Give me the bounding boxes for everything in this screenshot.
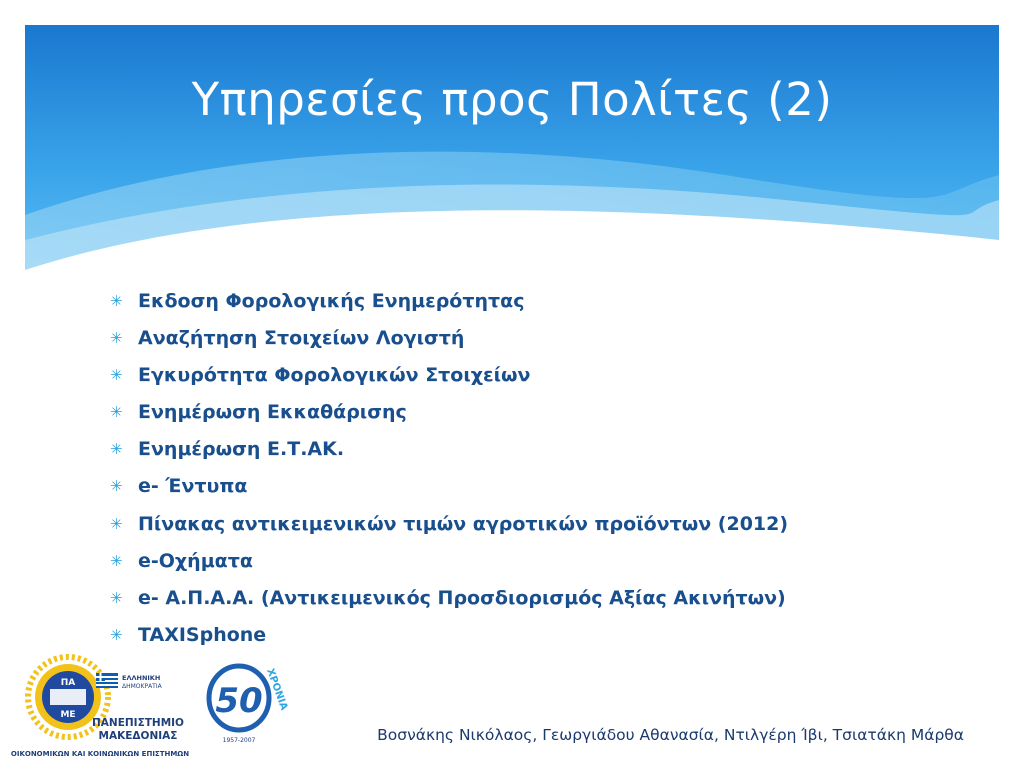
- emblem-letters-bottom: ΜΕ: [60, 710, 76, 720]
- list-item: [110, 283, 788, 320]
- list-item-label: Αναζήτηση Στοιχείων Λογιστή: [138, 327, 465, 350]
- logo-name1: ΠΑΝΕΠΙΣΤΗΜΙΟ: [92, 717, 184, 729]
- services-list: [110, 283, 788, 654]
- header-wave-background: [25, 25, 999, 270]
- logo-name2: ΜΑΚΕΔΟΝΙΑΣ: [98, 730, 178, 742]
- list-item-label: e- Έντυπα: [138, 475, 248, 498]
- list-item-label: Ενημέρωση Εκκαθάρισης: [138, 401, 407, 424]
- slide-header: [25, 25, 999, 270]
- asterisk-bullet-icon: ✳: [110, 514, 123, 533]
- asterisk-bullet-icon: ✳: [110, 366, 123, 385]
- anniversary-logo: [205, 658, 290, 748]
- list-item-label: Εγκυρότητα Φορολογικών Στοιχείων: [138, 364, 531, 387]
- page-title: Υπηρεσίες προς Πολίτες (2): [191, 73, 833, 126]
- list-item: [110, 506, 788, 543]
- anniversary-word: ΧΡΟΝΙΑ: [264, 667, 290, 712]
- greek-flag-icon: [96, 673, 118, 688]
- list-item: [110, 320, 788, 357]
- list-item: [110, 468, 788, 505]
- asterisk-bullet-icon: ✳: [110, 329, 123, 348]
- anniversary-years: 1957-2007: [222, 737, 256, 744]
- asterisk-bullet-icon: ✳: [110, 477, 123, 496]
- list-item-label: Πίνακας αντικειμενικών τιμών αγροτικών προϊόντων (2012): [138, 512, 789, 535]
- logo-subtitle: ΟΙΚΟΝΟΜΙΚΩΝ ΚΑΙ ΚΟΙΝΩΝΙΚΩΝ ΕΠΙΣΤΗΜΩΝ: [10, 750, 190, 758]
- asterisk-bullet-icon: ✳: [110, 625, 123, 644]
- list-item: [110, 580, 788, 617]
- emblem-letters-top: ΠΑ: [60, 678, 76, 688]
- asterisk-bullet-icon: ✳: [110, 403, 123, 422]
- list-item-label: e-Οχήματα: [138, 549, 253, 572]
- asterisk-bullet-icon: ✳: [110, 551, 123, 570]
- asterisk-bullet-icon: ✳: [110, 588, 123, 607]
- asterisk-bullet-icon: ✳: [110, 440, 123, 459]
- list-item: [110, 394, 788, 431]
- anniversary-number: 50: [215, 681, 263, 721]
- list-item-label: e- Α.Π.Α.Α. (Αντικειμενικός Προσδιορισμός Αξίας Ακινήτων): [138, 586, 786, 609]
- logo-line1: ΕΛΛΗΝΙΚΗ: [122, 674, 161, 682]
- asterisk-bullet-icon: ✳: [110, 292, 123, 310]
- list-item-label: TAXISphone: [138, 623, 267, 646]
- university-logo: [10, 655, 190, 765]
- list-item: [110, 617, 788, 654]
- list-item-label: Ενημέρωση Ε.Τ.ΑΚ.: [138, 438, 345, 461]
- list-item: [110, 357, 788, 394]
- list-item-label: Εκδοση Φορολογικής Ενημερότητας: [138, 290, 525, 312]
- footer-authors: Βοσνάκης Νικόλαος, Γεωργιάδου Αθανασία, Ντιλγέρη Ίβι, Τσιατάκη Μάρθα: [377, 726, 964, 744]
- list-item: [110, 543, 788, 580]
- list-item: [110, 431, 788, 468]
- logo-line2: ΔΗΜΟΚΡΑΤΙΑ: [122, 683, 162, 690]
